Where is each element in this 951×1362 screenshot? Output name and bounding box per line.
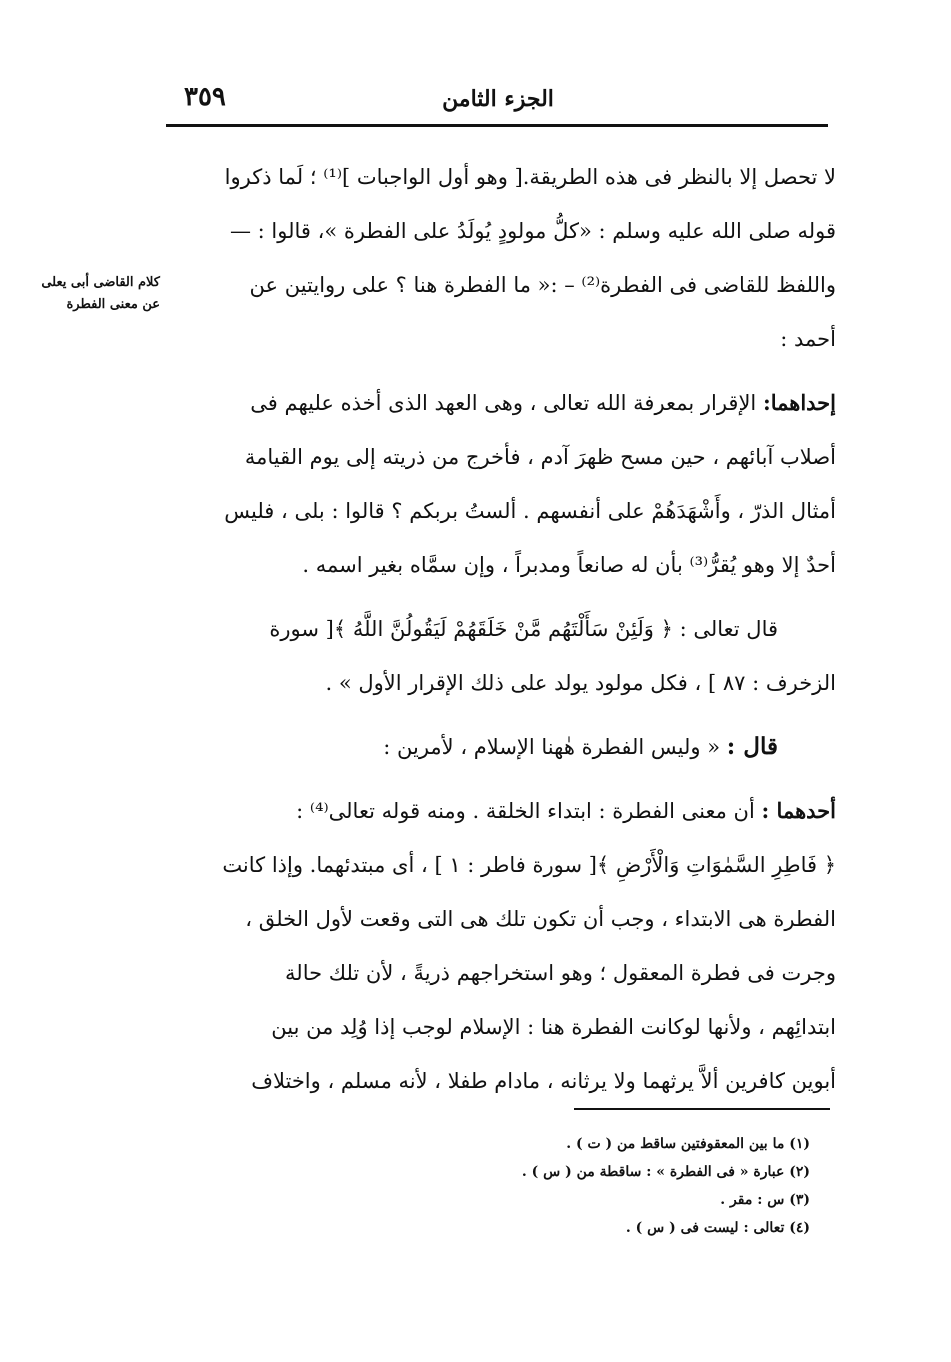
margin-note: كلام القاضى أبى يعلى عن معنى الفطرة <box>41 275 160 312</box>
text-line: أصلاب آبائهم ، حين مسح ظهرَ آدم ، فأخرج من ذريته إلى يوم القيامة <box>244 445 836 469</box>
paragraph-4 <box>176 720 836 774</box>
main-text <box>176 150 836 1108</box>
header-rule <box>166 124 828 127</box>
footnote-4: (٤) تعالى : ليست فى ( س ) . <box>625 1220 810 1236</box>
paragraph-2 <box>176 376 836 592</box>
paragraph-lead: إحداهما: <box>762 390 836 415</box>
footnote-rule <box>574 1108 830 1110</box>
text-line: واللفظ للقاضى فى الفطرة⁽²⁾ – :« ما الفطرة هنا ؟ على روايتين عن <box>249 273 836 297</box>
paragraph-5 <box>176 784 836 1108</box>
text-line <box>176 720 778 774</box>
page-number: ٣٥٩ <box>184 82 226 112</box>
paragraph-lead: أحدهما : <box>761 798 836 823</box>
running-header <box>168 82 828 122</box>
text-span: « وليس الفطرة هٰهنا الإسلام ، لأمرين : <box>383 735 721 759</box>
text-line: أمثال الذرّ ، وأَشْهَدَهُمْ على أنفسهم . ألستُ بربكم ؟ قالوا : بلى ، فليس <box>224 499 836 523</box>
text-line: الفطرة هى الابتداء ، وجب أن تكون تلك هى التى وقعت لأول الخلق ، <box>245 907 836 931</box>
text-line: وجرت فى فطرة المعقول ؛ وهو استخراجهم ذريةً ، لأن تلك حالة <box>285 961 836 985</box>
text-line: أحدٌ إلا وهو يُقرُّ⁽³⁾ بأن له صانعاً ومدبراً ، وإن سمَّاه بغير اسمه . <box>302 553 836 577</box>
text-line: أبوين كافرين ألاَّ يرثهما ولا يرثانه ، مادام طفلا ، لأنه مسلم ، واختلاف <box>251 1069 836 1093</box>
text-span: الإقرار بمعرفة الله تعالى ، وهى العهد الذى أخذه عليهم فى <box>250 391 757 415</box>
footnote-3: (٣) س : مقر . <box>720 1192 810 1208</box>
text-line: الزخرف : ٨٧ ] ، فكل مولود يولد على ذلك الإقرار الأول » . <box>325 671 836 695</box>
text-line: ابتدائِهم ، ولأنها لوكانت الفطرة هنا : الإسلام لوجب إذا وُلِد من بين <box>271 1015 836 1039</box>
text-line: أحمد : <box>780 327 836 351</box>
footnote-2: (٢) عبارة « فى الفطرة » : ساقطة من ( س ) . <box>521 1164 810 1180</box>
text-line <box>176 784 836 838</box>
running-title: الجزء الثامن <box>442 86 554 112</box>
text-line <box>176 376 836 430</box>
text-line: لا تحصل إلا بالنظر فى هذه الطريقة.[ وهو أول الواجبات ]⁽¹⁾ ؛ لَما ذكروا <box>224 165 836 189</box>
paragraph-3 <box>176 602 836 710</box>
text-line: ﴿ فَاطِرِ السَّمٰوَاتِ وَالْأَرْضِ ﴾[ سورة فاطر : ١ ] ، أى مبتدئهما. وإذا كانت <box>222 853 836 877</box>
paragraph-1 <box>176 150 836 366</box>
text-span: أن معنى الفطرة : ابتداء الخلقة . ومنه قوله تعالى⁽⁴⁾ : <box>296 799 755 823</box>
text-line: قوله صلى الله عليه وسلم : «كلُّ مولودٍ يُولَدُ على الفطرة »، قالوا : — <box>230 219 836 243</box>
footnote-1: (١) ما بين المعقوفتين ساقط من ( ت ) . <box>566 1136 810 1152</box>
verse-line: قال تعالى : ﴿ وَلَئِنْ سَأَلْتَهُم مَّنْ خَلَقَهُمْ لَيَقُولُنَّ اللَّهُ ﴾[ سورة <box>269 617 778 641</box>
paragraph-lead: قال : <box>726 733 778 760</box>
footnotes <box>400 1130 810 1242</box>
